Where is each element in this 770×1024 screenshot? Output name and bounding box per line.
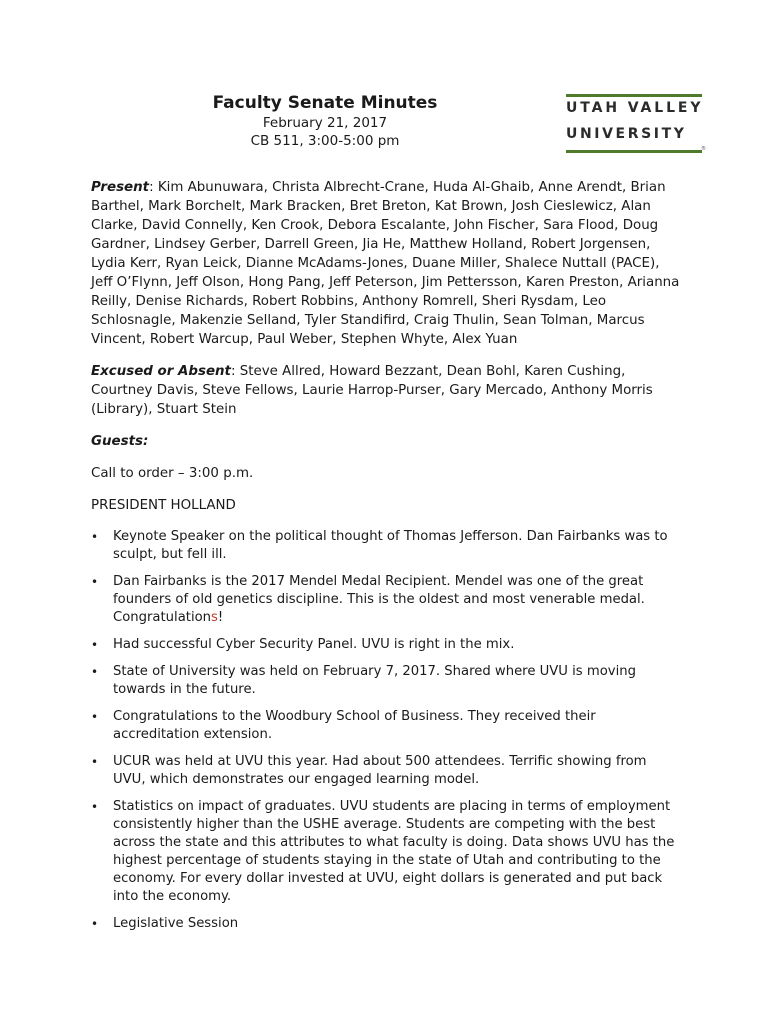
list-item-text: State of University was held on February 7, 2017. Shared where UVU is moving towards in the future. [113, 664, 636, 697]
section-heading: PRESIDENT HOLLAND [91, 498, 236, 513]
list-item [91, 708, 681, 744]
list-item-text-highlight: s [211, 610, 218, 625]
bullet-glyph: • [91, 638, 99, 652]
list-item-text: Dan Fairbanks is the 2017 Mendel Medal Recipient. Mendel was one of the great founders of old genetics discipline. This is the oldest and most venerable medal. Congratulation [113, 574, 645, 625]
list-item-text-tail: ! [217, 610, 224, 625]
logo-bottom-bar [566, 150, 702, 153]
minutes-body [91, 178, 681, 942]
uvu-logo [566, 94, 706, 154]
excused-paragraph [91, 362, 681, 419]
list-item [91, 663, 681, 699]
title-block [190, 92, 460, 150]
list-item [91, 753, 681, 789]
list-item [91, 636, 681, 654]
call-to-order: Call to order – 3:00 p.m. [91, 466, 254, 481]
guests-label: Guests: [91, 434, 149, 449]
list-item [91, 915, 681, 933]
bullet-glyph: • [91, 575, 99, 589]
present-names: : Kim Abunuwara, Christa Albrecht-Crane, Huda Al-Ghaib, Anne Arendt, Brian Barthel, Mark Borchelt, Mark Bracken, Bret Breton, Kat Brown, Josh Cieslewicz, Alan Clarke, David Connelly, Ken Crook, Debora Escalante, John Fischer, Sara Flood, Doug Gardner, Lindsey Gerber, Darrell Green, Jia He, Matthew Holland, Robert Jorgensen, Lydia Kerr, Ryan Leick, Dianne McAdams-Jones, Duane Miller, Shalece Nuttall (PACE), Jeff O’Flynn, Jeff Olson, Hong Pang, Jeff Peterson, Jim Pettersson, Karen Preston, Arianna Reilly, Denise Richards, Robert Robbins, Anthony Romrell, Sheri Rysdam, Leo Schlosnagle, Makenzie Selland, Tyler Standifird, Craig Thulin, Sean Tolman, Marcus Vincent, Robert Warcup, Paul Weber, Stephen Whyte, Alex Yuan [91, 180, 680, 347]
list-item-text: Legislative Session [113, 916, 239, 931]
list-item-text: Statistics on impact of graduates. UVU students are placing in terms of employment consistently higher than the USHE average. Students are competing with the best across the state and this attributes to what faculty is doing. Data shows UVU has the highest percentage of students staying in the state of Utah and contributing to the economy. For every dollar invested at UVU, eight dollars is generated and put back into the economy. [113, 799, 675, 904]
logo-registered-mark: ® [701, 146, 706, 152]
present-paragraph [91, 178, 681, 349]
list-item [91, 528, 681, 564]
list-item-text: UCUR was held at UVU this year. Had about 500 attendees. Terrific showing from UVU, which demonstrates our engaged learning model. [113, 754, 647, 787]
excused-label: Excused or Absent [91, 364, 231, 379]
list-item [91, 573, 681, 627]
meeting-location-time: CB 511, 3:00-5:00 pm [250, 133, 400, 149]
page-title: Faculty Senate Minutes [212, 93, 438, 113]
meeting-date: February 21, 2017 [262, 115, 388, 131]
bullet-glyph: • [91, 530, 99, 544]
bullet-glyph: • [91, 710, 99, 724]
list-item-text: Had successful Cyber Security Panel. UVU is right in the mix. [113, 637, 515, 652]
guests-paragraph [91, 432, 681, 451]
logo-top-bar [566, 94, 702, 97]
list-item-text: Keynote Speaker on the political thought of Thomas Jefferson. Dan Fairbanks was to sculpt, but fell ill. [113, 529, 668, 562]
logo-line-2: UNIVERSITY [566, 126, 687, 142]
list-item-text: Congratulations to the Woodbury School of Business. They received their accreditation extension. [113, 709, 596, 742]
bullet-glyph: • [91, 665, 99, 679]
excused-names: : Steve Allred, Howard Bezzant, Dean Bohl, Karen Cushing, Courtney Davis, Steve Fellows, Laurie Harrop-Purser, Gary Mercado, Anthony Morris (Library), Stuart Stein [91, 364, 653, 417]
bullet-glyph: • [91, 755, 99, 769]
present-label: Present [91, 180, 150, 195]
list-item [91, 798, 681, 906]
bullet-glyph: • [91, 800, 99, 814]
logo-line-1: UTAH VALLEY [566, 100, 704, 116]
president-bullet-list [91, 528, 681, 933]
bullet-glyph: • [91, 917, 99, 931]
